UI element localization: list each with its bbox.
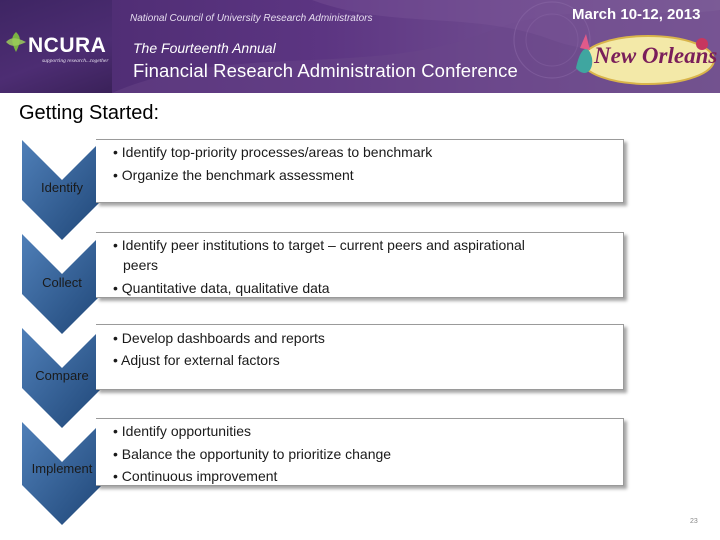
conference-banner [0, 0, 720, 93]
bullet-item: • Organize the benchmark assessment [113, 167, 354, 183]
bullet-item: • Identify peer institutions to target – current peers and aspirational [113, 237, 525, 253]
ncura-leaf-icon [4, 30, 28, 54]
bullet-item: • Continuous improvement [113, 468, 278, 484]
step-label-identify: Identify [41, 180, 83, 195]
section-title: Getting Started: [19, 102, 160, 124]
step-box-identify [96, 139, 624, 203]
bullet-item: • Identify top-priority processes/areas to benchmark [113, 144, 433, 160]
conference-title: Financial Research Administration Conference [133, 60, 518, 81]
conference-subtitle: The Fourteenth Annual [133, 40, 276, 56]
bullet-item: • Quantitative data, qualitative data [113, 280, 330, 296]
conference-dates: March 10-12, 2013 [572, 6, 701, 23]
step-box-collect [96, 232, 624, 298]
new-orleans-logo-text: New Orleans [594, 43, 718, 68]
bullet-item: • Adjust for external factors [113, 352, 280, 368]
ncura-logo-text: NCURA [28, 34, 107, 57]
bullet-item: • Identify opportunities [113, 423, 251, 439]
step-box-implement [96, 418, 624, 486]
bullet-item-continuation: peers [123, 257, 159, 273]
bullet-item: • Balance the opportunity to prioritize change [113, 446, 392, 462]
step-label-collect: Collect [42, 275, 82, 290]
step-label-compare: Compare [35, 368, 89, 383]
slide-number: 23 [690, 518, 698, 525]
organization-name: National Council of University Research Administrators [130, 13, 373, 24]
step-label-implement: Implement [31, 461, 93, 476]
ncura-logo-panel [0, 0, 112, 93]
step-box-compare [96, 324, 624, 390]
bullet-item: • Develop dashboards and reports [113, 330, 325, 346]
ncura-tagline: supporting research...together [42, 58, 109, 64]
